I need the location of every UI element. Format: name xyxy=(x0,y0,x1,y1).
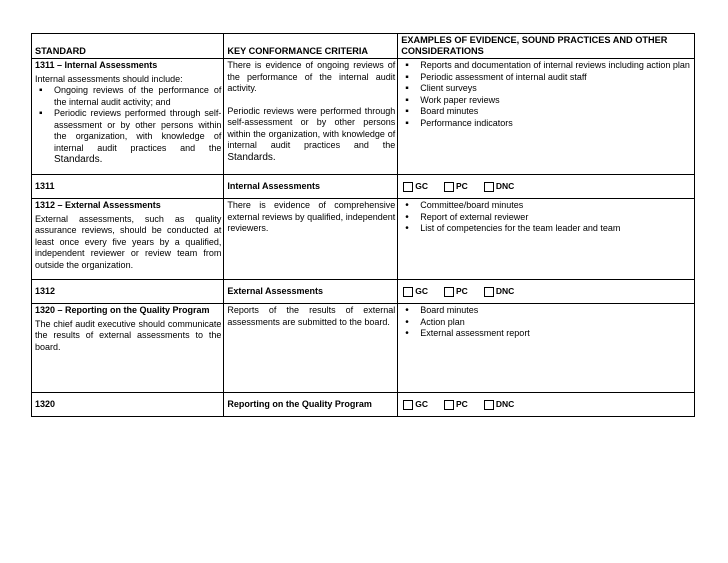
standard-text: External assessments, such as quality assurance reviews, should be conducted at least once every five years by a qualified, independent reviewer or review team from outside the organization. xyxy=(35,213,222,270)
dnc-label: DNC xyxy=(495,398,515,409)
pc-checkbox[interactable] xyxy=(444,182,454,192)
standard-cell xyxy=(32,59,224,175)
gc-label: GC xyxy=(415,180,429,191)
summary-code: 1320 xyxy=(32,393,224,417)
evidence-list xyxy=(401,60,692,129)
summary-row xyxy=(32,393,695,417)
list-item: ▪ Board minutes xyxy=(401,106,692,118)
list-item: • External assessment report xyxy=(401,328,692,340)
criteria-cell xyxy=(224,59,398,175)
gc-checkbox[interactable] xyxy=(403,287,413,297)
criteria-cell xyxy=(224,199,398,280)
list-item: • Committee/board minutes xyxy=(401,200,692,212)
standard-cell xyxy=(32,304,224,393)
list-item: • Board minutes xyxy=(401,305,692,317)
rating-cell xyxy=(398,175,695,199)
standard-title: 1320 – Reporting on the Quality Program xyxy=(35,305,210,315)
evidence-cell xyxy=(398,304,695,393)
gc-label: GC xyxy=(415,398,429,409)
standard-text: The chief audit executive should communicate the results of external assessments to the board. xyxy=(35,318,222,352)
standard-title: 1311 – Internal Assessments xyxy=(35,60,158,70)
criteria-text: Reports of the results of external assessments are submitted to the board. xyxy=(227,305,396,327)
gc-label: GC xyxy=(415,285,429,296)
summary-code: 1312 xyxy=(32,280,224,304)
summary-title: Reporting on the Quality Program xyxy=(224,393,398,417)
dnc-label: DNC xyxy=(495,180,515,191)
standard-cell xyxy=(32,199,224,280)
pc-label: PC xyxy=(456,180,468,191)
list-item: • Action plan xyxy=(401,317,692,329)
list-item: ▪ Client surveys xyxy=(401,83,692,95)
evidence-list xyxy=(401,305,692,340)
summary-code: 1311 xyxy=(32,175,224,199)
rating-cell xyxy=(398,280,695,304)
pc-checkbox[interactable] xyxy=(444,287,454,297)
list-item: ▪ Periodic assessment of internal audit staff xyxy=(401,72,692,84)
summary-row xyxy=(32,175,695,199)
dnc-label: DNC xyxy=(495,285,515,296)
evidence-cell xyxy=(398,59,695,175)
header-examples: EXAMPLES OF EVIDENCE, SOUND PRACTICES AND OTHER CONSIDERATIONS xyxy=(398,34,695,59)
criteria-text: Periodic reviews were performed through self-assessment or by other persons within the organization, with knowledge of internal audit practices and the Standards. xyxy=(227,105,396,163)
standards-ref: Standards. xyxy=(54,154,103,165)
list-item: ▪ Performance indicators xyxy=(401,118,692,130)
header-standard: STANDARD xyxy=(32,34,224,59)
pc-label: PC xyxy=(456,398,468,409)
rating-cell xyxy=(398,393,695,417)
list-item: ▪ Ongoing reviews of the performance of the internal audit activity; and xyxy=(35,85,221,108)
dnc-checkbox[interactable] xyxy=(484,400,494,410)
pc-label: PC xyxy=(456,285,468,296)
evaluation-table xyxy=(31,33,695,438)
summary-row xyxy=(32,280,695,304)
list-item: • Report of external reviewer xyxy=(401,212,692,224)
table-row xyxy=(32,199,695,280)
evidence-list xyxy=(401,200,692,235)
summary-title: Internal Assessments xyxy=(224,175,398,199)
criteria-text: There is evidence of ongoing reviews of the performance of the internal audit activity. xyxy=(227,60,396,93)
table-row xyxy=(32,59,695,175)
list-item: ▪ Work paper reviews xyxy=(401,95,692,107)
criteria-cell xyxy=(224,304,398,393)
table-row xyxy=(32,304,695,393)
header-criteria: KEY CONFORMANCE CRITERIA xyxy=(224,34,398,59)
gc-checkbox[interactable] xyxy=(403,182,413,192)
list-item: ▪ Periodic reviews performed through self-assessment or by other persons within the organization, with knowledge of internal audit practices and the Standards. xyxy=(35,108,221,166)
gc-checkbox[interactable] xyxy=(403,400,413,410)
standard-intro: Internal assessments should include: xyxy=(35,73,183,84)
standard-bullets xyxy=(35,85,221,166)
summary-title: External Assessments xyxy=(224,280,398,304)
pc-checkbox[interactable] xyxy=(444,400,454,410)
header-row xyxy=(32,34,695,59)
list-item: • List of competencies for the team leader and team xyxy=(401,223,692,235)
list-item: ▪ Reports and documentation of internal reviews including action plan xyxy=(401,60,692,72)
dnc-checkbox[interactable] xyxy=(484,182,494,192)
dnc-checkbox[interactable] xyxy=(484,287,494,297)
standards-ref: Standards. xyxy=(227,151,276,163)
standard-title: 1312 – External Assessments xyxy=(35,200,161,210)
evidence-cell xyxy=(398,199,695,280)
criteria-text: There is evidence of comprehensive external reviews by qualified, independent reviewers. xyxy=(227,200,396,233)
